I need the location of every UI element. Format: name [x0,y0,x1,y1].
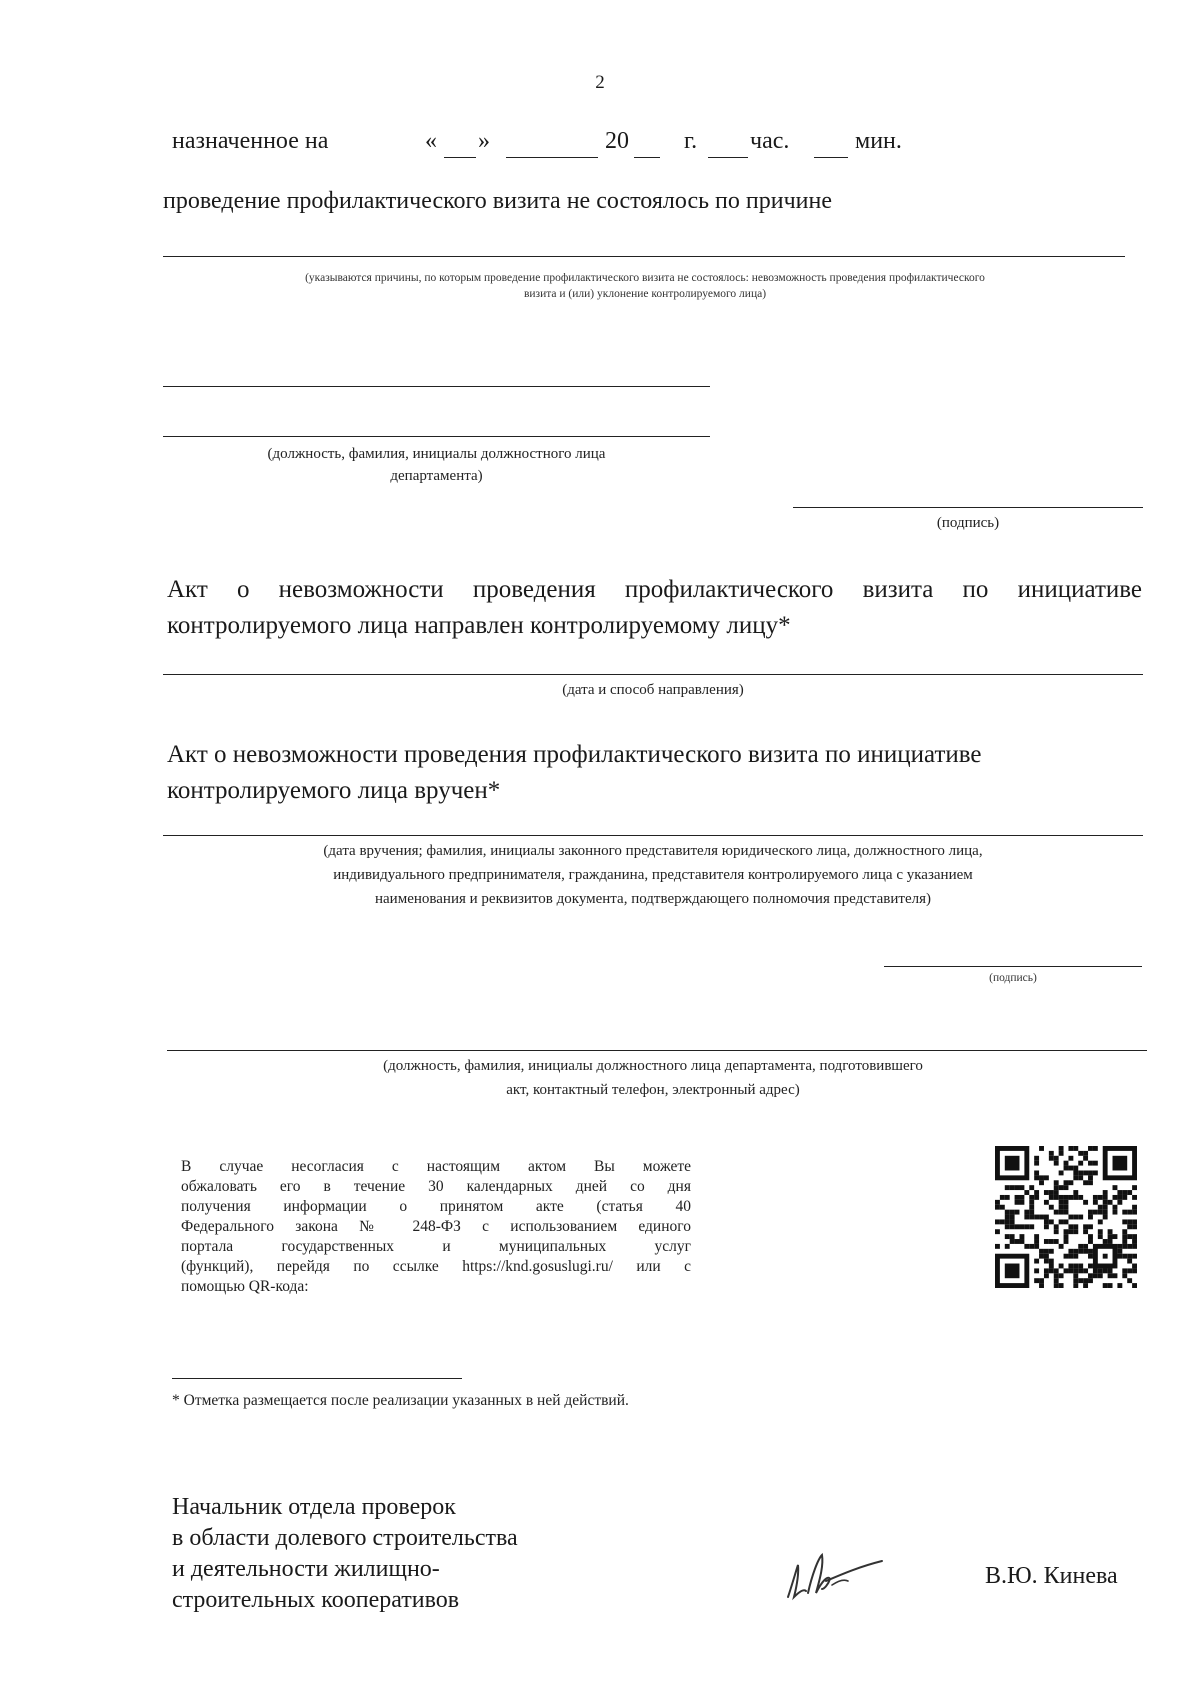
handwritten-signature [782,1545,892,1605]
page-number: 2 [595,72,605,93]
quote-close: » [478,128,490,154]
date-method-caption: (дата и способ направления) [562,682,744,698]
appeal-line: помощью QR-кода: [181,1278,309,1295]
reasons-line [163,256,1125,257]
date-method-line [163,674,1143,675]
appeal-line: Федерального закона № 248-ФЗ с использованием единого [181,1218,691,1235]
appeal-line: портала государственных и муниципальных услуг [181,1238,691,1255]
delivery-caption-line-2: индивидуального предпринимателя, гражданина, представителя контролируемого лица с указанием [333,867,973,883]
signature-caption-small: (подпись) [989,972,1037,984]
signatory-title-line: в области долевого строительства [172,1525,518,1551]
appeal-paragraph [181,1157,691,1297]
appeal-line: (функций), перейдя по ссылке https://knd.gosuslugi.ru/ или с [181,1258,691,1275]
hours-label: час. [750,128,790,154]
signatory-title [172,1492,518,1616]
year-blank-line [634,157,660,158]
qr-code [995,1146,1137,1288]
act-delivered-heading-line-2: контролируемого лица вручен* [167,777,501,804]
quote-open: « [425,128,437,154]
signature-caption: (подпись) [936,515,1000,531]
scheduled-label: назначенное на [172,128,329,154]
delivery-caption-line-3: наименования и реквизитов документа, подтверждающего полномочия представителя) [375,891,931,907]
visit-failed-text: проведение профилактического визита не состоялось по причине [163,188,832,214]
signatory-title-line: строительных кооперативов [172,1587,460,1613]
minutes-blank-line [814,157,848,158]
appeal-line: обжаловать его в течение 30 календарных дней со дня [181,1178,691,1195]
reasons-caption-line-2: визита и (или) уклонение контролируемого лица) [523,288,767,300]
appeal-line: В случае несогласия с настоящим актом Вы можете [181,1158,691,1175]
signatory-title-line: и деятельности жилищно- [172,1556,440,1582]
signature-line [793,507,1143,508]
official-line-1 [163,386,710,387]
year-suffix: г. [684,128,698,154]
day-blank-line [444,157,476,158]
official-line-2 [163,436,710,437]
act-sent-heading-line-2: контролируемого лица направлен контролируемому лицу* [167,612,791,639]
official-caption-line-1: (должность, фамилия, инициалы должностного лица [267,446,606,462]
appeal-line: получения информации о принятом акте (статья 40 [181,1198,691,1215]
minutes-label: мин. [855,128,902,154]
delivery-line [163,835,1143,836]
signature-line-small [884,966,1142,967]
signatory-name: В.Ю. Кинева [985,1563,1118,1589]
act-delivered-heading-line-1: Акт о невозможности проведения профилактического визита по инициативе [167,741,982,768]
act-sent-heading-line-1: Акт о невозможности проведения профилактического визита по инициативе [167,576,1142,603]
preparer-caption-line-1: (должность, фамилия, инициалы должностного лица департамента, подготовившего [383,1058,923,1074]
footnote-separator [172,1378,462,1379]
preparer-line [167,1050,1147,1051]
official-caption-line-2: департамента) [390,468,483,484]
signatory-title-line: Начальник отдела проверок [172,1494,456,1520]
year-prefix: 20 [605,128,629,154]
preparer-caption-line-2: акт, контактный телефон, электронный адрес) [506,1082,800,1098]
hours-blank-line [708,157,748,158]
reasons-caption-line-1: (указываются причины, по которым проведение профилактического визита не состоялось: невозможность проведения профилактического [305,272,985,284]
month-blank-line [506,157,598,158]
delivery-caption-line-1: (дата вручения; фамилия, инициалы законного представителя юридического лица, должностного лица, [323,843,983,859]
footnote: * Отметка размещается после реализации указанных в ней действий. [172,1392,629,1409]
